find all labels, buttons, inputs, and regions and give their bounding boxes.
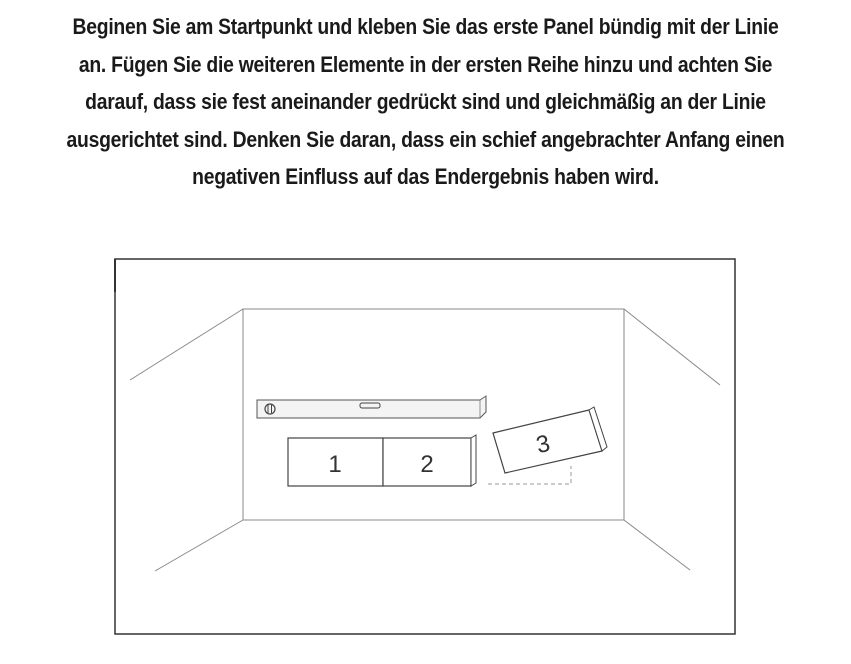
placement-guide: [488, 466, 571, 484]
panel-2: [383, 435, 476, 486]
instruction-line: ausgerichtet sind. Denken Sie daran, dass ein schief angebrachter Anfang einen: [66, 126, 785, 152]
panel-1-label: 1: [328, 451, 342, 478]
panel-3-label: 3: [533, 429, 553, 460]
panel-3: [493, 407, 607, 473]
perspective-line-top-left: [130, 309, 243, 380]
perspective-line-bottom-right: [624, 520, 690, 570]
panel-1: [288, 438, 383, 486]
perspective-line-bottom-left: [155, 520, 243, 571]
panel-2-label: 2: [420, 451, 434, 478]
instruction-line: negativen Einfluss auf das Endergebnis haben wird.: [192, 164, 659, 189]
spirit-level: [257, 396, 486, 418]
instruction-line: darauf, dass sie fest aneinander gedrückt sind und gleichmäßig an der Linie: [85, 89, 766, 114]
perspective-line-top-right: [624, 309, 720, 385]
instruction-line: an. Fügen Sie die weiteren Elemente in der ersten Reihe hinzu und achten Sie: [78, 51, 773, 77]
instruction-line: Beginen Sie am Startpunkt und kleben Sie das erste Panel bündig mit der Linie: [72, 14, 779, 39]
